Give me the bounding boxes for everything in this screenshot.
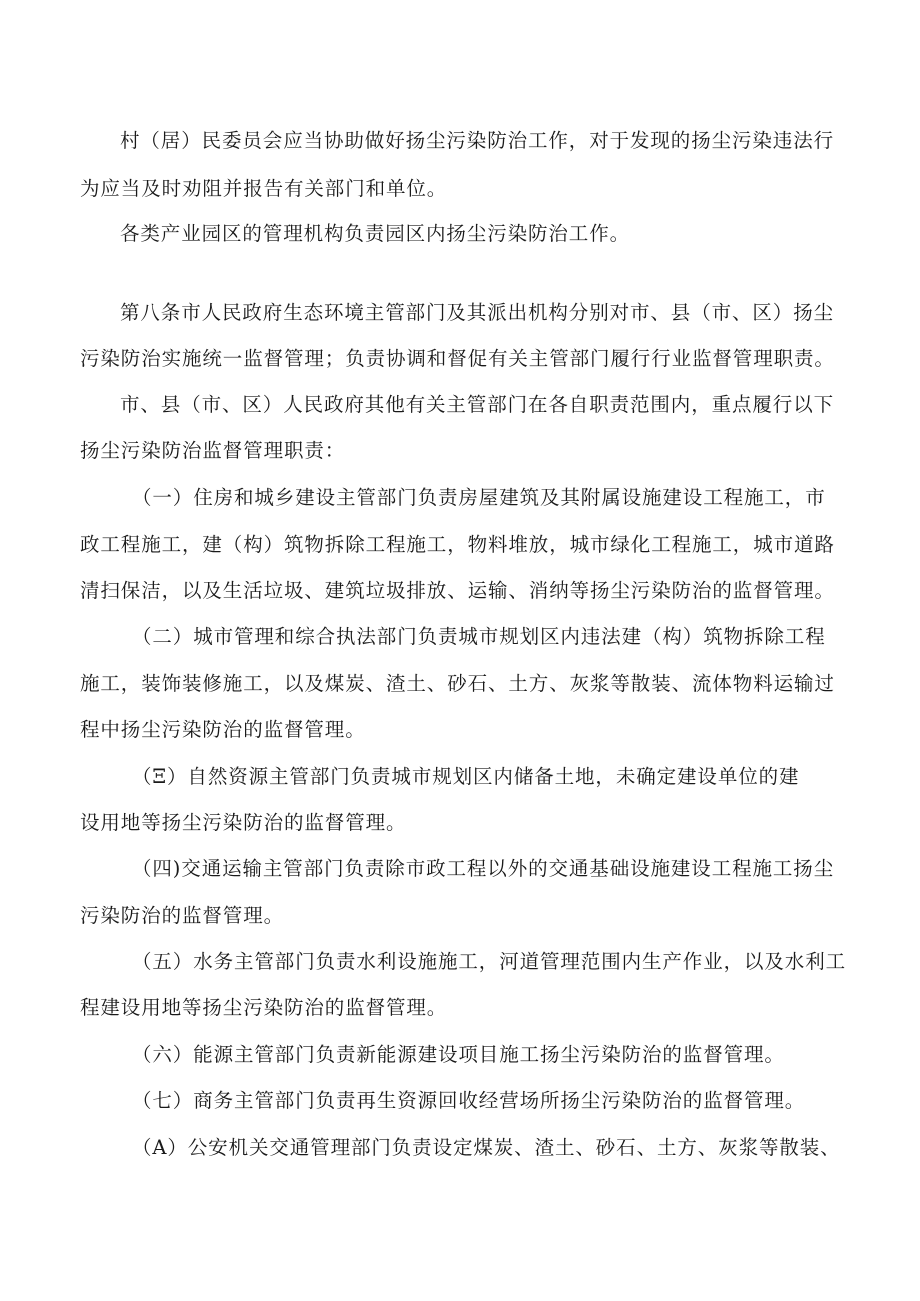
- text-line: 政工程施工，建（构）筑物拆除工程施工，物料堆放，城市绿化工程施工，城市道路: [80, 533, 835, 556]
- text-line: （四)交通运输主管部门负责除市政工程以外的交通基础设施建设工程施工扬尘: [132, 857, 835, 880]
- text-line: 污染防治实施统一监督管理；负责协调和督促有关主管部门履行行业监督管理职责。: [80, 347, 835, 370]
- text-line: （二）城市管理和综合执法部门负责城市规划区内违法建（构）筑物拆除工程: [132, 625, 826, 648]
- text-line: 各类产业园区的管理机构负责园区内扬尘污染防治工作。: [120, 222, 631, 245]
- text-line: 第八条市人民政府生态环境主管部门及其派出机构分别对市、县（市、区）扬尘: [120, 301, 835, 324]
- text-line: 市、县（市、区）人民政府其他有关主管部门在各自职责范围内，重点履行以下: [120, 393, 835, 416]
- text-line: 扬尘污染防治监督管理职责：: [80, 439, 346, 462]
- text-line: 程建设用地等扬尘污染防治的监督管理。: [80, 996, 448, 1019]
- text-line: （一）住房和城乡建设主管部门负责房屋建筑及其附属设施建设工程施工，市: [132, 486, 826, 509]
- text-line: 程中扬尘污染防治的监督管理。: [80, 718, 366, 741]
- text-line: 村（居）民委员会应当协助做好扬尘污染防治工作，对于发现的扬尘污染违法行: [120, 129, 835, 152]
- text-line: （六）能源主管部门负责新能源建设项目施工扬尘污染防治的监督管理。: [132, 1043, 785, 1066]
- text-line: （Ξ）自然资源主管部门负责城市规划区内储备土地，未确定建设单位的建: [132, 765, 800, 788]
- text-line: （五）水务主管部门负责水利设施施工，河道管理范围内生产作业，以及水利工: [132, 950, 847, 973]
- text-line: 污染防治的监督管理。: [80, 904, 285, 927]
- text-line: （A）公安机关交通管理部门负责设定煤炭、渣土、砂石、土方、灰浆等散装、: [132, 1136, 841, 1159]
- text-line: 设用地等扬尘污染防治的监督管理。: [80, 811, 407, 834]
- text-line: （七）商务主管部门负责再生资源回收经营场所扬尘污染防治的监督管理。: [132, 1089, 806, 1112]
- text-line: 施工，装饰装修施工，以及煤炭、渣土、砂石、土方、灰浆等散装、流体物料运输过: [80, 672, 835, 695]
- text-line: 清扫保洁，以及生活垃圾、建筑垃圾排放、运输、消纳等扬尘污染防治的监督管理。: [80, 579, 835, 602]
- text-line: 为应当及时劝阻并报告有关部门和单位。: [80, 177, 448, 200]
